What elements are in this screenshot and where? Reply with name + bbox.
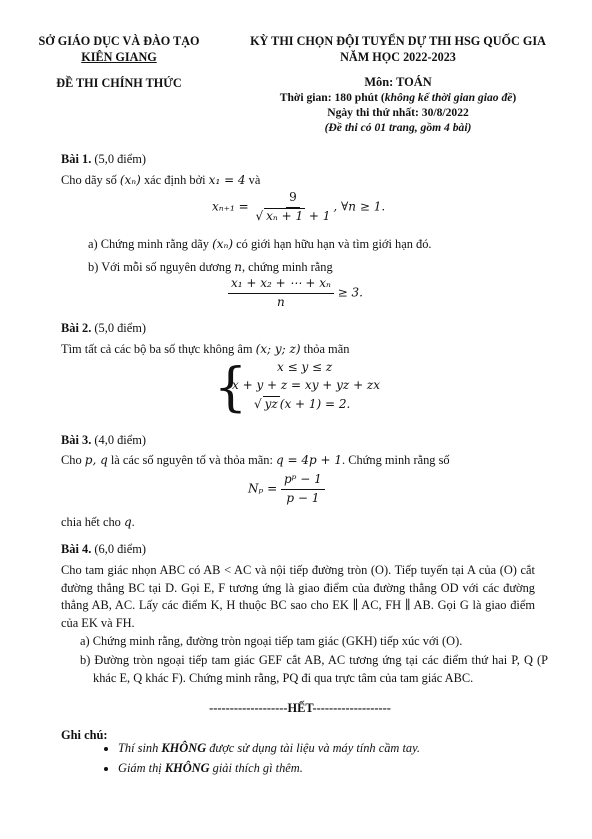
note-item: • Thí sinh KHÔNG được sử dụng tài liệu và máy tính cầm tay. <box>118 740 540 756</box>
problem-2-points: (5,0 điểm) <box>91 321 147 335</box>
department-name: SỞ GIÁO DỤC VÀ ĐÀO TẠO <box>38 34 200 48</box>
problem-4-part-a: a) Chứng minh rằng, đường tròn ngoại tiếp tam giác (GKH) tiếp xúc với (O). <box>80 634 463 648</box>
subject-name: TOÁN <box>396 75 432 89</box>
problem-3-heading <box>61 432 146 448</box>
notes-list <box>100 740 540 780</box>
note-item: • Giám thị KHÔNG giải thích gì thêm. <box>118 760 540 776</box>
initial-term: x₁ = 4 <box>208 173 246 187</box>
system-eq-2: x + y + z = xy + yz + zx <box>232 378 381 392</box>
end-mark: -------------------HẾT------------------- <box>209 701 391 715</box>
problem-4-points: (6,0 điểm) <box>91 542 147 556</box>
header-right <box>226 34 570 66</box>
notes-title: Ghi chú: <box>61 728 108 742</box>
problem-3-outro: chia hết cho q. <box>61 515 135 529</box>
exam-date: Ngày thi thứ nhất: 30/8/2022 <box>327 106 469 120</box>
problem-1-title: Bài 1. <box>61 152 92 166</box>
system-brace: { <box>214 358 248 418</box>
pages-note: (Đề thi có 01 trang, gồm 4 bài) <box>324 121 472 135</box>
average-inequality: $\frac{\text{x₁ + x₂ + ⋯ + xₙ}}{n}$ ≥ 3. <box>228 276 363 310</box>
time-note: không kể thời gian giao đề <box>384 91 513 105</box>
problem-1-part-b: b) Với mỗi số nguyên dương n, chứng minh rằng <box>88 260 333 274</box>
problem-1-heading <box>61 151 146 167</box>
recurrence-formula: xₙ₊₁ = $\frac{9}{\text{√ xₙ + 1 + 1}}$ , ∀n ≥ 1. <box>212 190 386 223</box>
exam-title: KỲ THI CHỌN ĐỘI TUYỂN DỰ THI HSG QUỐC GIA <box>250 34 546 48</box>
system-eq-1: x ≤ y ≤ z <box>277 360 333 374</box>
subject-label: Môn: <box>364 75 397 89</box>
header-left <box>30 34 208 92</box>
np-formula: Nₚ = $\frac{\text{pᵖ − 1}}{p - 1}$ <box>248 472 325 506</box>
problem-3-intro: Cho p, q là các số nguyên tố và thỏa mãn: q = 4p + 1. Chứng minh rằng số <box>61 453 450 467</box>
problem-3-points: (4,0 điểm) <box>91 433 147 447</box>
problem-4-heading <box>61 541 146 557</box>
sequence-symbol: (xₙ) <box>119 173 141 187</box>
problem-4-body: Cho tam giác nhọn ABC có AB < AC và nội tiếp đường tròn (O). Tiếp tuyến tại A của (O) cắt đường thẳng BC tại D. Gọi E, F tương ứng là giao điểm của đường thẳng OD với các đường thẳng AB, AC. Lấy các điểm K, H thuộc BC sao cho EK ∥ AC, FH ∥ AB. Gọi G là giao điểm của EK và FH. <box>61 563 535 630</box>
problem-1-part-a: a) Chứng minh rằng dãy (xₙ) có giới hạn hữu hạn và tìm giới hạn đó. <box>88 237 432 251</box>
recurrence-fraction: $\frac{9}{\text{√ xₙ + 1 + 1}}$ <box>255 190 331 223</box>
province-name: KIÊN GIANG <box>81 49 157 64</box>
problem-1-points: (5,0 điểm) <box>91 152 147 166</box>
school-year: NĂM HỌC 2022-2023 <box>340 49 456 64</box>
problem-3-title: Bài 3. <box>61 433 92 447</box>
official-exam-label: ĐỀ THI CHÍNH THỨC <box>56 75 182 90</box>
problem-4-part-b: b) Đường tròn ngoại tiếp tam giác GEF cắt AB, AC tương ứng tại các điểm thứ hai P, Q (P khác E, Q khác F). Chứng minh rằng, PQ đi qua trực tâm của tam giác ABC. <box>80 653 548 685</box>
exam-info: Môn: TOÁN Thời gian: 180 phút (không kể thời gian giao đề) Ngày thi thứ nhất: 30/8/2022 (Đề thi có 01 trang, gồm 4 bài) <box>226 74 570 135</box>
time-label: Thời gian: 180 phút ( <box>279 91 385 105</box>
problem-2-title: Bài 2. <box>61 321 92 335</box>
problem-2-intro: Tìm tất cả các bộ ba số thực không âm (x; y; z) thỏa mãn <box>61 342 350 356</box>
problem-4-title: Bài 4. <box>61 542 92 556</box>
problem-2-heading <box>61 320 146 336</box>
system-eq-3: √ yz (x + 1) = 2. <box>254 397 351 411</box>
problem-1-intro: Cho dãy số (xₙ) xác định bởi x₁ = 4 và <box>61 173 261 187</box>
